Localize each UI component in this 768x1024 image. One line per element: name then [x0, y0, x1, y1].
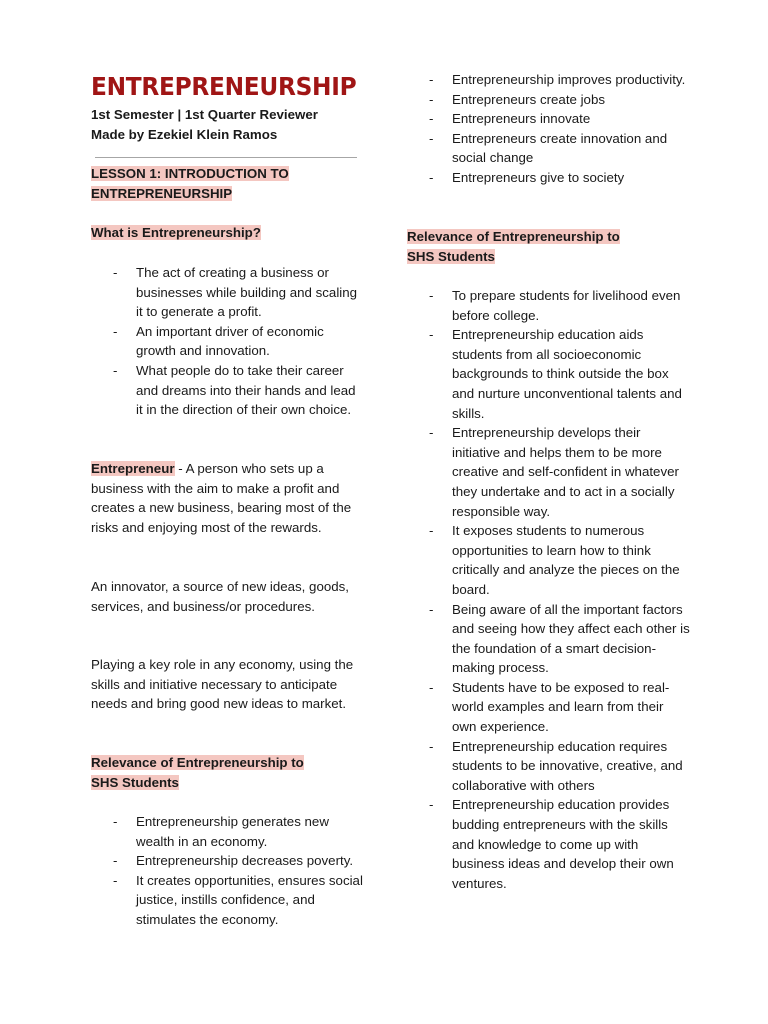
- what-is-list: [91, 263, 363, 420]
- lesson-heading-line1: LESSON 1: INTRODUCTION TO: [91, 166, 289, 181]
- right-relevance-list: [407, 286, 691, 893]
- list-item: - Entrepreneurship education requires students to be innovative, creative, and collaborative with others: [407, 737, 691, 796]
- right-relevance-heading: [407, 227, 620, 266]
- list-item: - An important driver of economic growth and innovation.: [91, 322, 363, 361]
- list-item: - The act of creating a business or businesses while building and scaling it to generate a profit.: [91, 263, 363, 322]
- continued-list: [407, 70, 689, 188]
- right-relevance-heading-line2: SHS Students: [407, 248, 495, 264]
- what-is-heading: [91, 223, 261, 243]
- list-item: - Entrepreneurs create jobs: [407, 90, 689, 110]
- list-item: - Entrepreneurs innovate: [407, 109, 689, 129]
- left-relevance-heading: [91, 753, 304, 792]
- what-is-heading-text: What is Entrepreneurship?: [91, 225, 261, 240]
- innovator-paragraph: An innovator, a source of new ideas, goods, services, and business/or procedures.: [91, 579, 349, 614]
- lesson-heading: [91, 164, 289, 203]
- left-relevance-heading-line2: SHS Students: [91, 774, 179, 790]
- list-item: - Entrepreneurship develops their initiative and helps them to be more creative and self-confident in whatever they undertake and to act in a socially responsible way.: [407, 423, 691, 521]
- lesson-heading-line2: ENTREPRENEURSHIP: [91, 185, 233, 201]
- document-subtitle-semester: 1st Semester | 1st Quarter Reviewer: [91, 107, 318, 122]
- list-item: - It creates opportunities, ensures social justice, instills confidence, and stimulates the economy.: [91, 871, 363, 930]
- list-item: - To prepare students for livelihood even before college.: [407, 286, 691, 325]
- list-item: - What people do to take their career and dreams into their hands and lead it in the direction of their own choice.: [91, 361, 363, 420]
- document-title: ENTREPRENEURSHIP: [91, 72, 357, 101]
- key-role-paragraph: Playing a key role in any economy, using the skills and initiative necessary to anticipate needs and bring good new ideas to market.: [91, 657, 354, 712]
- horizontal-divider: [95, 157, 357, 158]
- list-item: - Entrepreneurship education aids students from all socioeconomic backgrounds to think outside the box and nurture unconventional talents and skills.: [407, 325, 691, 423]
- list-item: - It exposes students to numerous opportunities to learn how to think critically and analyze the pieces on the board.: [407, 521, 691, 599]
- entrepreneur-definition: - A person who sets up a business with the aim to make a profit and creates a new business, bearing most of the risks and enjoying most of the rewards.: [91, 461, 352, 535]
- list-item: - Entrepreneurship generates new wealth in an economy.: [91, 812, 363, 851]
- left-relevance-heading-line1: Relevance of Entrepreneurship to: [91, 755, 304, 770]
- entrepreneur-definition-paragraph: [91, 459, 361, 537]
- list-item: - Entrepreneurs give to society: [407, 168, 689, 188]
- right-relevance-heading-line1: Relevance of Entrepreneurship to: [407, 229, 620, 244]
- list-item: - Entrepreneurship education provides budding entrepreneurs with the skills and knowledge to come up with business ideas and develop their own ventures.: [407, 795, 691, 893]
- list-item: - Students have to be exposed to real-world examples and learn from their own experience.: [407, 678, 691, 737]
- list-item: - Entrepreneurs create innovation and social change: [407, 129, 689, 168]
- list-item: - Being aware of all the important factors and seeing how they affect each other is the foundation of a smart decision-making process.: [407, 600, 691, 678]
- entrepreneur-term: Entrepreneur: [91, 461, 175, 476]
- left-relevance-list: [91, 812, 363, 930]
- list-item: - Entrepreneurship improves productivity.: [407, 70, 689, 90]
- list-item: - Entrepreneurship decreases poverty.: [91, 851, 363, 871]
- document-subtitle-author: Made by Ezekiel Klein Ramos: [91, 127, 278, 142]
